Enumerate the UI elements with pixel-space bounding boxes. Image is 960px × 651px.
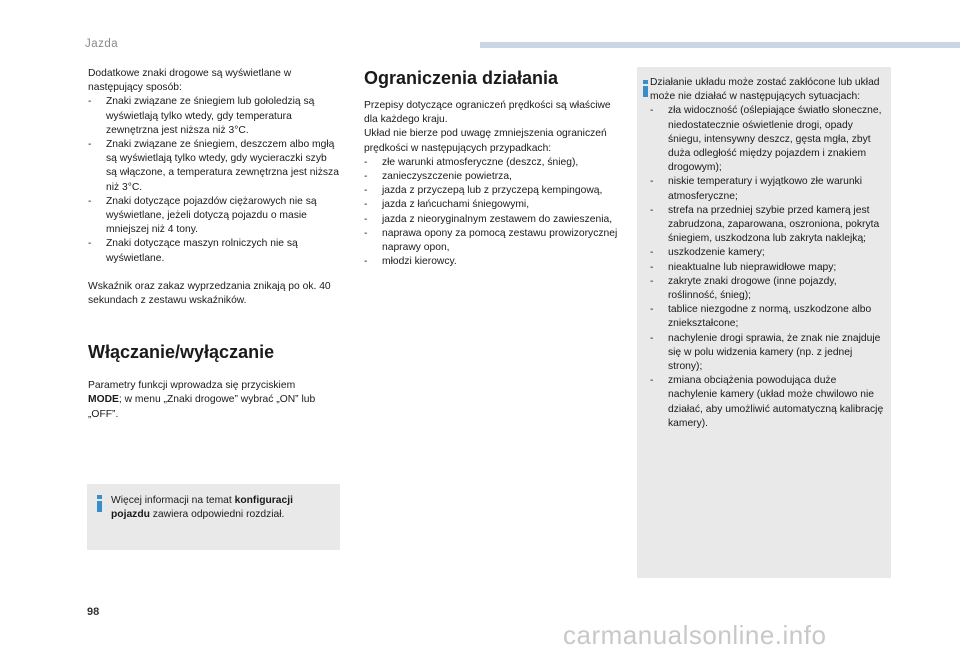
list-item: - uszkodzenie kamery; [650, 246, 886, 260]
disruption-intro: Działanie układu może zostać zakłócone lub układ może nie działać w następujących sytuacjach: [650, 77, 880, 103]
list-item: - nachylenie drogi sprawia, że znak nie znajduje się w polu widzenia kamery (np. z jednej strony); [650, 332, 886, 375]
disruption-list [650, 104, 886, 431]
info-text-after: zawiera odpowiedni rozdział. [149, 509, 285, 521]
list-item: - tablice niezgodne z normą, uszkodzone albo zniekształcone; [650, 303, 886, 331]
page-number: 98 [87, 606, 100, 618]
list-item: - Znaki dotyczące pojazdów ciężarowych nie są wyświetlane, jeżeli dotyczą pojazdu o masie mniejszej niż 4 tony. [88, 195, 340, 238]
list-item: - Znaki związane ze śniegiem, deszczem albo mgłą są wyświetlają tylko wtedy, gdy wycieraczki szyb są włączone, a temperatura zewnętrzna jest niższa niż 3°C. [88, 138, 340, 195]
list-item: - złe warunki atmosferyczne (deszcz, śnieg), [364, 156, 622, 170]
mode-text-after: ; w menu „Znaki drogowe” wybrać „ON” lub „OFF”. [88, 394, 316, 420]
list-item: - jazda z przyczepą lub z przyczepą kempingową, [364, 184, 622, 198]
list-item: - niskie temperatury i wyjątkowo złe warunki atmosferyczne; [650, 175, 886, 203]
info-text-before: Więcej informacji na temat [111, 495, 235, 506]
info-icon [643, 80, 648, 97]
info-box [87, 484, 340, 550]
note-text: Wskaźnik oraz zakaz wyprzedzania znikają po ok. 40 sekundach z zestawu wskaźników. [88, 280, 331, 307]
list-item: - strefa na przedniej szybie przed kamerą jest zabrudzona, zaparowana, oszroniona, pokryta śniegiem, uszkodzona lub zakryta naklejką; [650, 204, 886, 247]
limitations-para2: Układ nie bierze pod uwagę zmniejszenia ograniczeń prędkości w następujących przypadkach: [364, 128, 607, 154]
list-item: - jazda z łańcuchami śniegowymi, [364, 198, 622, 212]
header-rule [480, 42, 960, 48]
heading-on-off: Włączanie/wyłączanie [88, 342, 275, 363]
info-icon [97, 495, 102, 512]
info-text-bold: konfiguracji pojazdu [111, 495, 293, 521]
list-item: - zakryte znaki drogowe (inne pojazdy, roślinność, śnieg); [650, 275, 886, 303]
limitations-para1: Przepisy dotyczące ograniczeń prędkości są właściwe dla każdego kraju. [364, 100, 611, 126]
list-item: - Znaki związane ze śniegiem lub gołoledzią są wyświetlają tylko wtedy, gdy temperatura zewnętrzna jest niższa niż 3°C. [88, 95, 340, 138]
list-item: - Znaki dotyczące maszyn rolniczych nie są wyświetlane. [88, 237, 340, 265]
limitations-list [364, 156, 622, 270]
column-middle [364, 67, 622, 269]
heading-limitations: Ograniczenia działania [364, 68, 559, 88]
sign-display-list [88, 95, 340, 265]
intro-text: Dodatkowe znaki drogowe są wyświetlane w następujący sposób: [88, 68, 292, 94]
column-left [88, 67, 340, 422]
list-item: - zmiana obciążenia powodująca duże nachylenie kamery (układ może chwilowo nie działać, aby umożliwić automatyczną kalibrację kamery). [650, 374, 886, 431]
list-item: - zła widoczność (oślepiające światło słoneczne, niedostatecznie oświetlenie drogi, opady śniegu, intensywny deszcz, gęsta mgła, zbyt duża odległość między pojazdem i znakiem drogowym); [650, 104, 886, 175]
mode-text-before: Parametry funkcji wprowadza się przyciskiem [88, 380, 296, 392]
list-item: - naprawa opony za pomocą zestawu prowizorycznej naprawy opon, [364, 227, 622, 255]
section-title: Jazda [85, 38, 119, 50]
list-item: - jazda z nieoryginalnym zestawem do zawieszenia, [364, 213, 622, 227]
list-item: - nieaktualne lub nieprawidłowe mapy; [650, 261, 886, 275]
mode-key: MODE [88, 394, 119, 406]
panel-content [650, 76, 886, 431]
list-item: - młodzi kierowcy. [364, 255, 622, 269]
info-text [111, 494, 331, 522]
list-item: - zanieczyszczenie powietrza, [364, 170, 622, 184]
watermark: carmanualsonline.info [563, 620, 827, 650]
column-right-panel [637, 67, 891, 578]
mode-paragraph [88, 379, 340, 422]
